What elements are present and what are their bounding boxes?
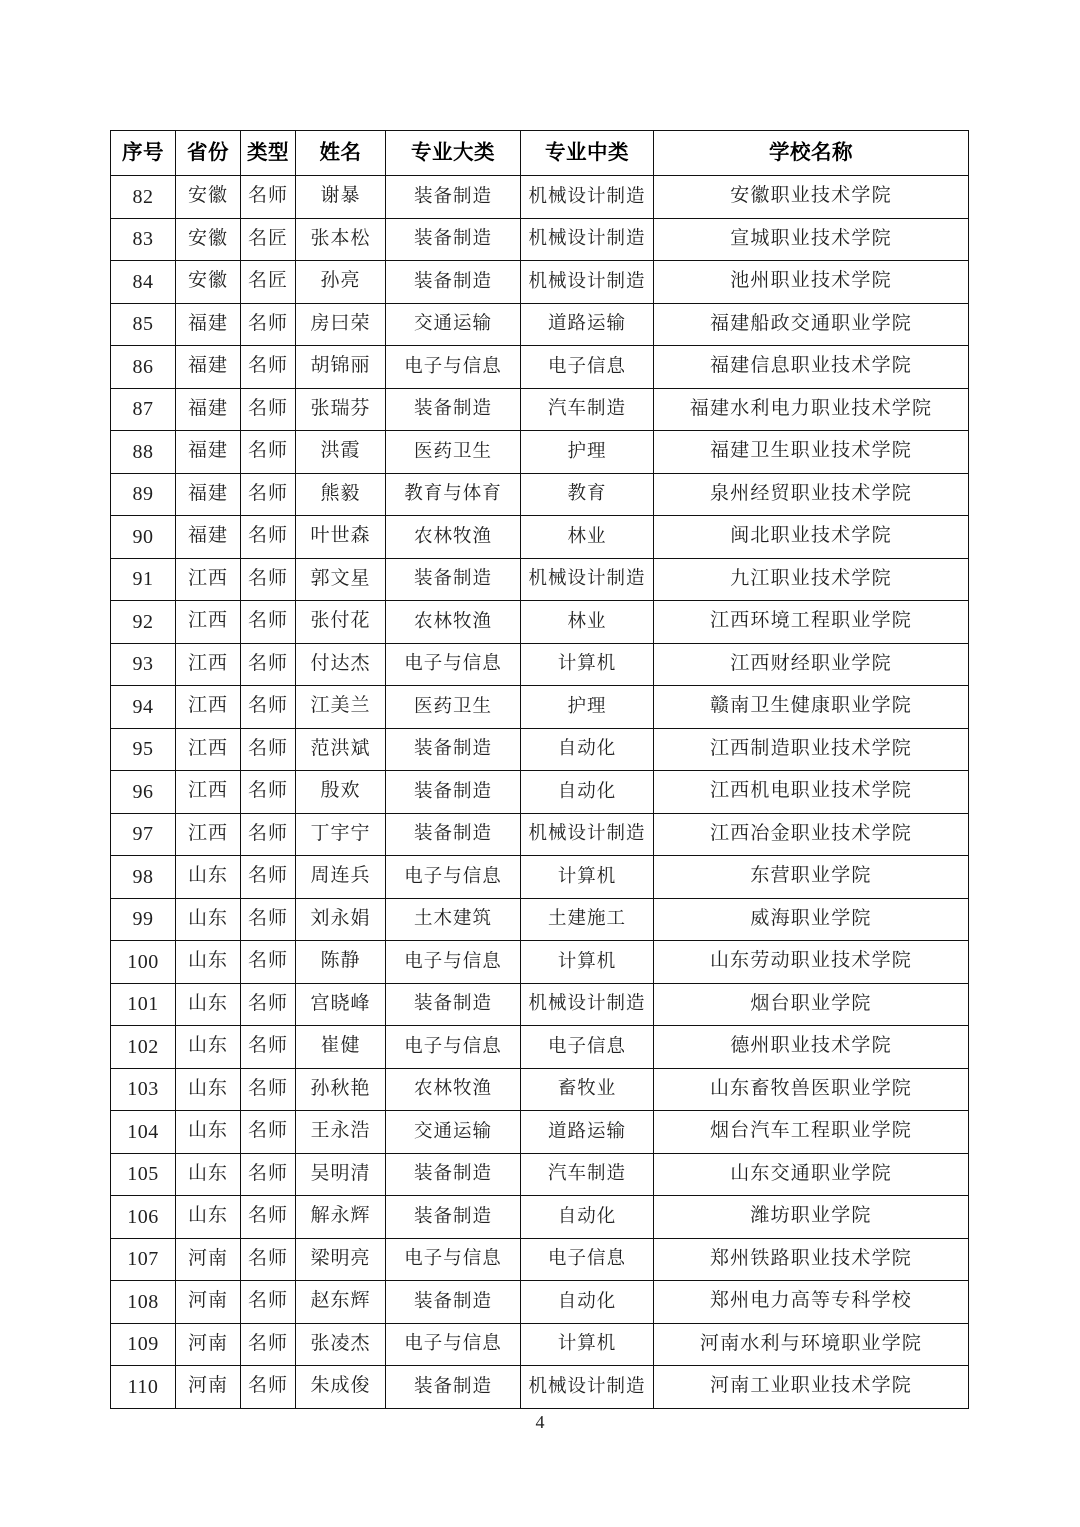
cell-sub-category: 汽车制造 (521, 1153, 654, 1196)
table-row (111, 516, 969, 559)
cell-sub-category: 机械设计制造 (521, 813, 654, 856)
table-row (111, 983, 969, 1026)
cell-name: 吴明清 (296, 1153, 386, 1196)
cell-sub-category: 自动化 (521, 771, 654, 814)
cell-type: 名师 (241, 1366, 296, 1409)
cell-name: 江美兰 (296, 686, 386, 729)
table-row (111, 1196, 969, 1239)
cell-major-category: 医药卫生 (386, 431, 521, 474)
cell-name: 叶世森 (296, 516, 386, 559)
cell-name: 胡锦丽 (296, 346, 386, 389)
cell-province: 山东 (176, 1068, 241, 1111)
cell-type: 名师 (241, 346, 296, 389)
cell-type: 名师 (241, 1111, 296, 1154)
table-row (111, 1026, 969, 1069)
cell-sequence: 105 (111, 1153, 176, 1196)
cell-province: 安徽 (176, 261, 241, 304)
cell-sequence: 96 (111, 771, 176, 814)
cell-name: 殷欢 (296, 771, 386, 814)
cell-name: 张本松 (296, 218, 386, 261)
roster-table (110, 130, 969, 1409)
cell-province: 江西 (176, 686, 241, 729)
cell-major-category: 装备制造 (386, 218, 521, 261)
cell-name: 谢暴 (296, 176, 386, 219)
cell-school-name: 烟台职业学院 (654, 983, 969, 1026)
cell-sub-category: 畜牧业 (521, 1068, 654, 1111)
cell-major-category: 电子与信息 (386, 643, 521, 686)
cell-type: 名师 (241, 558, 296, 601)
table-row (111, 558, 969, 601)
cell-major-category: 电子与信息 (386, 1026, 521, 1069)
cell-type: 名师 (241, 1026, 296, 1069)
cell-province: 山东 (176, 941, 241, 984)
cell-school-name: 河南水利与环境职业学院 (654, 1323, 969, 1366)
cell-sequence: 110 (111, 1366, 176, 1409)
cell-province: 福建 (176, 473, 241, 516)
cell-type: 名师 (241, 686, 296, 729)
cell-school-name: 闽北职业技术学院 (654, 516, 969, 559)
cell-province: 河南 (176, 1238, 241, 1281)
cell-province: 河南 (176, 1366, 241, 1409)
cell-sequence: 84 (111, 261, 176, 304)
table-row (111, 473, 969, 516)
cell-sub-category: 电子信息 (521, 1026, 654, 1069)
table-row (111, 431, 969, 474)
cell-province: 山东 (176, 1196, 241, 1239)
table-row (111, 686, 969, 729)
cell-type: 名师 (241, 771, 296, 814)
cell-type: 名师 (241, 983, 296, 1026)
cell-province: 江西 (176, 601, 241, 644)
cell-sequence: 100 (111, 941, 176, 984)
cell-sequence: 95 (111, 728, 176, 771)
cell-name: 张付花 (296, 601, 386, 644)
cell-province: 江西 (176, 728, 241, 771)
cell-type: 名师 (241, 303, 296, 346)
table-row (111, 941, 969, 984)
cell-province: 山东 (176, 1111, 241, 1154)
cell-major-category: 交通运输 (386, 303, 521, 346)
cell-major-category: 电子与信息 (386, 856, 521, 899)
cell-name: 孙亮 (296, 261, 386, 304)
cell-sub-category: 计算机 (521, 643, 654, 686)
table-row (111, 643, 969, 686)
cell-sub-category: 机械设计制造 (521, 261, 654, 304)
cell-type: 名师 (241, 176, 296, 219)
cell-school-name: 德州职业技术学院 (654, 1026, 969, 1069)
cell-major-category: 教育与体育 (386, 473, 521, 516)
cell-name: 范洪斌 (296, 728, 386, 771)
cell-school-name: 江西制造职业技术学院 (654, 728, 969, 771)
cell-type: 名师 (241, 388, 296, 431)
table-row (111, 176, 969, 219)
cell-sub-category: 土建施工 (521, 898, 654, 941)
cell-major-category: 农林牧渔 (386, 1068, 521, 1111)
cell-sequence: 101 (111, 983, 176, 1026)
cell-school-name: 江西环境工程职业学院 (654, 601, 969, 644)
cell-sub-category: 护理 (521, 686, 654, 729)
cell-major-category: 电子与信息 (386, 346, 521, 389)
cell-sequence: 91 (111, 558, 176, 601)
cell-sequence: 106 (111, 1196, 176, 1239)
cell-province: 福建 (176, 303, 241, 346)
cell-type: 名师 (241, 1281, 296, 1324)
table-header-row (111, 131, 969, 176)
cell-name: 孙秋艳 (296, 1068, 386, 1111)
column-header-type: 类型 (241, 131, 296, 176)
table-row (111, 1281, 969, 1324)
cell-school-name: 山东劳动职业技术学院 (654, 941, 969, 984)
table-row (111, 346, 969, 389)
cell-sequence: 107 (111, 1238, 176, 1281)
cell-sub-category: 电子信息 (521, 1238, 654, 1281)
cell-sequence: 83 (111, 218, 176, 261)
cell-sub-category: 护理 (521, 431, 654, 474)
page-number: 4 (535, 1412, 545, 1432)
cell-sequence: 102 (111, 1026, 176, 1069)
cell-school-name: 九江职业技术学院 (654, 558, 969, 601)
cell-sequence: 94 (111, 686, 176, 729)
cell-name: 赵东辉 (296, 1281, 386, 1324)
cell-province: 山东 (176, 898, 241, 941)
cell-major-category: 装备制造 (386, 1281, 521, 1324)
cell-sequence: 88 (111, 431, 176, 474)
cell-province: 山东 (176, 1153, 241, 1196)
cell-name: 付达杰 (296, 643, 386, 686)
table-body (111, 176, 969, 1409)
cell-major-category: 装备制造 (386, 728, 521, 771)
table-row (111, 771, 969, 814)
cell-school-name: 安徽职业技术学院 (654, 176, 969, 219)
cell-name: 陈静 (296, 941, 386, 984)
cell-sequence: 103 (111, 1068, 176, 1111)
cell-sub-category: 电子信息 (521, 346, 654, 389)
cell-type: 名师 (241, 856, 296, 899)
cell-major-category: 农林牧渔 (386, 516, 521, 559)
cell-name: 梁明亮 (296, 1238, 386, 1281)
table-row (111, 813, 969, 856)
cell-sequence: 108 (111, 1281, 176, 1324)
cell-name: 洪霞 (296, 431, 386, 474)
cell-major-category: 装备制造 (386, 983, 521, 1026)
cell-sub-category: 计算机 (521, 856, 654, 899)
cell-type: 名师 (241, 941, 296, 984)
cell-sub-category: 道路运输 (521, 1111, 654, 1154)
cell-school-name: 山东畜牧兽医职业学院 (654, 1068, 969, 1111)
table-row (111, 1111, 969, 1154)
cell-school-name: 江西财经职业学院 (654, 643, 969, 686)
cell-school-name: 江西机电职业技术学院 (654, 771, 969, 814)
column-header-sub-category: 专业中类 (521, 131, 654, 176)
cell-province: 江西 (176, 813, 241, 856)
cell-province: 福建 (176, 346, 241, 389)
table-row (111, 218, 969, 261)
column-header-sequence: 序号 (111, 131, 176, 176)
cell-school-name: 山东交通职业学院 (654, 1153, 969, 1196)
cell-sequence: 86 (111, 346, 176, 389)
cell-sub-category: 林业 (521, 516, 654, 559)
cell-school-name: 福建卫生职业技术学院 (654, 431, 969, 474)
cell-type: 名师 (241, 473, 296, 516)
cell-school-name: 郑州电力高等专科学校 (654, 1281, 969, 1324)
cell-sub-category: 教育 (521, 473, 654, 516)
cell-province: 安徽 (176, 218, 241, 261)
cell-school-name: 威海职业学院 (654, 898, 969, 941)
cell-sequence: 98 (111, 856, 176, 899)
cell-school-name: 池州职业技术学院 (654, 261, 969, 304)
cell-name: 张瑞芬 (296, 388, 386, 431)
cell-major-category: 装备制造 (386, 1153, 521, 1196)
cell-school-name: 泉州经贸职业技术学院 (654, 473, 969, 516)
cell-school-name: 烟台汽车工程职业学院 (654, 1111, 969, 1154)
cell-type: 名师 (241, 643, 296, 686)
table-row (111, 1068, 969, 1111)
cell-name: 王永浩 (296, 1111, 386, 1154)
cell-sequence: 82 (111, 176, 176, 219)
cell-sub-category: 自动化 (521, 728, 654, 771)
cell-sub-category: 林业 (521, 601, 654, 644)
cell-sequence: 92 (111, 601, 176, 644)
cell-major-category: 电子与信息 (386, 941, 521, 984)
table-row (111, 388, 969, 431)
cell-major-category: 装备制造 (386, 261, 521, 304)
cell-sub-category: 道路运输 (521, 303, 654, 346)
cell-type: 名师 (241, 1196, 296, 1239)
cell-school-name: 福建水利电力职业技术学院 (654, 388, 969, 431)
cell-province: 福建 (176, 388, 241, 431)
cell-sub-category: 机械设计制造 (521, 983, 654, 1026)
table-header (111, 131, 969, 176)
cell-province: 福建 (176, 431, 241, 474)
cell-name: 宫晓峰 (296, 983, 386, 1026)
table-row (111, 1366, 969, 1409)
cell-school-name: 福建船政交通职业学院 (654, 303, 969, 346)
cell-sequence: 99 (111, 898, 176, 941)
table-row (111, 601, 969, 644)
cell-type: 名匠 (241, 218, 296, 261)
cell-sequence: 104 (111, 1111, 176, 1154)
cell-sequence: 90 (111, 516, 176, 559)
cell-sequence: 85 (111, 303, 176, 346)
cell-school-name: 郑州铁路职业技术学院 (654, 1238, 969, 1281)
cell-name: 刘永娟 (296, 898, 386, 941)
cell-sub-category: 机械设计制造 (521, 558, 654, 601)
cell-province: 安徽 (176, 176, 241, 219)
cell-major-category: 电子与信息 (386, 1323, 521, 1366)
cell-school-name: 福建信息职业技术学院 (654, 346, 969, 389)
cell-type: 名师 (241, 601, 296, 644)
cell-name: 张凌杰 (296, 1323, 386, 1366)
cell-type: 名师 (241, 1238, 296, 1281)
cell-major-category: 装备制造 (386, 558, 521, 601)
cell-type: 名师 (241, 431, 296, 474)
cell-major-category: 装备制造 (386, 176, 521, 219)
cell-major-category: 装备制造 (386, 388, 521, 431)
cell-type: 名师 (241, 1153, 296, 1196)
table-row (111, 728, 969, 771)
table-row (111, 856, 969, 899)
cell-sub-category: 汽车制造 (521, 388, 654, 431)
cell-school-name: 河南工业职业技术学院 (654, 1366, 969, 1409)
column-header-school-name: 学校名称 (654, 131, 969, 176)
cell-major-category: 装备制造 (386, 813, 521, 856)
cell-type: 名师 (241, 1068, 296, 1111)
cell-province: 福建 (176, 516, 241, 559)
table-row (111, 898, 969, 941)
cell-school-name: 江西冶金职业技术学院 (654, 813, 969, 856)
cell-sequence: 87 (111, 388, 176, 431)
cell-sequence: 93 (111, 643, 176, 686)
cell-province: 山东 (176, 856, 241, 899)
cell-major-category: 装备制造 (386, 1196, 521, 1239)
cell-sub-category: 机械设计制造 (521, 218, 654, 261)
table-row (111, 261, 969, 304)
cell-sub-category: 自动化 (521, 1196, 654, 1239)
cell-type: 名师 (241, 898, 296, 941)
cell-school-name: 赣南卫生健康职业学院 (654, 686, 969, 729)
cell-sequence: 89 (111, 473, 176, 516)
cell-type: 名师 (241, 516, 296, 559)
cell-province: 江西 (176, 558, 241, 601)
cell-major-category: 医药卫生 (386, 686, 521, 729)
column-header-name: 姓名 (296, 131, 386, 176)
cell-major-category: 农林牧渔 (386, 601, 521, 644)
cell-sub-category: 计算机 (521, 941, 654, 984)
table-row (111, 1238, 969, 1281)
cell-name: 郭文星 (296, 558, 386, 601)
cell-major-category: 电子与信息 (386, 1238, 521, 1281)
column-header-province: 省份 (176, 131, 241, 176)
cell-name: 崔健 (296, 1026, 386, 1069)
cell-type: 名师 (241, 728, 296, 771)
cell-name: 解永辉 (296, 1196, 386, 1239)
column-header-major-category: 专业大类 (386, 131, 521, 176)
cell-school-name: 宣城职业技术学院 (654, 218, 969, 261)
cell-sequence: 97 (111, 813, 176, 856)
cell-province: 江西 (176, 771, 241, 814)
cell-school-name: 东营职业学院 (654, 856, 969, 899)
cell-major-category: 装备制造 (386, 1366, 521, 1409)
cell-name: 周连兵 (296, 856, 386, 899)
cell-name: 房曰荣 (296, 303, 386, 346)
cell-sub-category: 自动化 (521, 1281, 654, 1324)
table-row (111, 1323, 969, 1366)
cell-type: 名匠 (241, 261, 296, 304)
cell-province: 山东 (176, 1026, 241, 1069)
cell-major-category: 交通运输 (386, 1111, 521, 1154)
table-row (111, 303, 969, 346)
cell-name: 熊毅 (296, 473, 386, 516)
roster-table-container (110, 130, 968, 1409)
cell-name: 丁宇宁 (296, 813, 386, 856)
cell-province: 江西 (176, 643, 241, 686)
cell-name: 朱成俊 (296, 1366, 386, 1409)
cell-sub-category: 机械设计制造 (521, 176, 654, 219)
cell-province: 河南 (176, 1323, 241, 1366)
cell-major-category: 装备制造 (386, 771, 521, 814)
cell-province: 河南 (176, 1281, 241, 1324)
cell-school-name: 潍坊职业学院 (654, 1196, 969, 1239)
cell-type: 名师 (241, 1323, 296, 1366)
cell-sub-category: 机械设计制造 (521, 1366, 654, 1409)
cell-sequence: 109 (111, 1323, 176, 1366)
table-row (111, 1153, 969, 1196)
cell-sub-category: 计算机 (521, 1323, 654, 1366)
cell-province: 山东 (176, 983, 241, 1026)
cell-type: 名师 (241, 813, 296, 856)
cell-major-category: 土木建筑 (386, 898, 521, 941)
